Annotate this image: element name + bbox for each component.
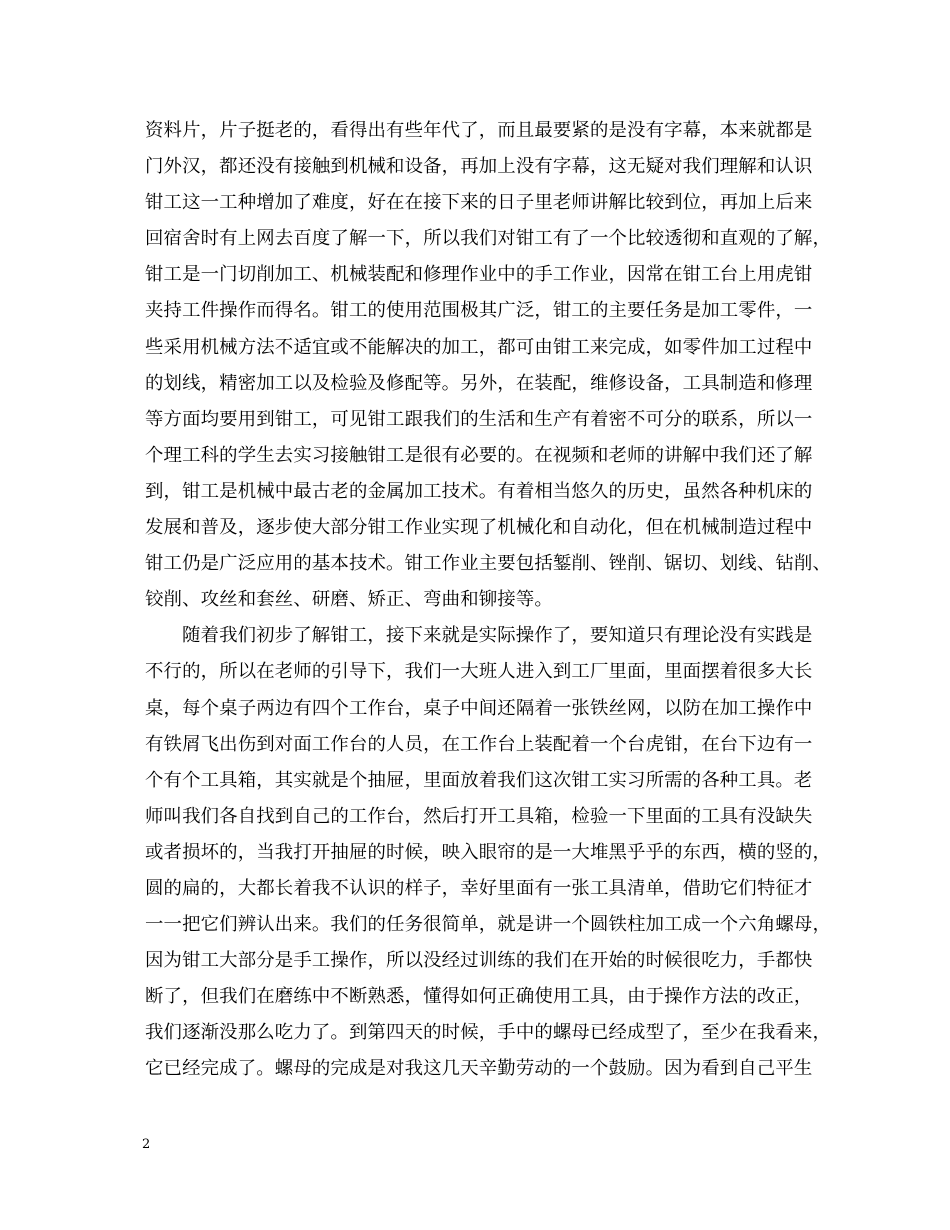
text-line: 等方面均要用到钳工，可见钳工跟我们的生活和生产有着密不可分的联系，所以一 xyxy=(145,408,813,430)
text-line: 资料片，片子挺老的，看得出有些年代了，而且最要紧的是没有字幕，本来就都是 xyxy=(145,120,813,141)
text-line: 门外汉，都还没有接触到机械和设备，再加上没有字幕，这无疑对我们理解和认识 xyxy=(145,156,813,178)
text-line: 它已经完成了。螺母的完成是对我这几天辛勤劳动的一个鼓励。因为看到自己平生 xyxy=(145,1058,813,1080)
body-text xyxy=(145,113,832,1088)
text-line: 不行的，所以在老师的引导下，我们一大班人进入到工厂里面，里面摆着很多大长 xyxy=(145,661,813,683)
text-line: 圆的扁的，大都长着我不认识的样子，幸好里面有一张工具清单，借助它们特征才 xyxy=(145,877,813,899)
text-line: 个理工科的学生去实习接触钳工是很有必要的。在视频和老师的讲解中我们还了解 xyxy=(145,444,813,466)
text-line: 断了，但我们在磨练中不断熟悉，懂得如何正确使用工具，由于操作方法的改正， xyxy=(145,986,813,1008)
text-line: 回宿舍时有上网去百度了解一下，所以我们对钳工有了一个比较透彻和直观的了解， xyxy=(145,228,832,250)
text-line: 钳工是一门切削加工、机械装配和修理作业中的手工作业，因常在钳工台上用虎钳 xyxy=(145,264,813,286)
text-line: 个有个工具箱，其实就是个抽屉，里面放着我们这次钳工实习所需的各种工具。老 xyxy=(145,769,813,791)
text-line: 铰削、攻丝和套丝、研磨、矫正、弯曲和铆接等。 xyxy=(145,589,553,611)
text-line: 的划线，精密加工以及检验及修配等。另外，在装配，维修设备，工具制造和修理 xyxy=(145,372,813,394)
text-line: 桌，每个桌子两边有四个工作台，桌子中间还隔着一张铁丝网，以防在加工操作中 xyxy=(145,697,813,719)
text-line: 发展和普及，逐步使大部分钳工作业实现了机械化和自动化，但在机械制造过程中 xyxy=(145,517,813,539)
text-line: 或者损坏的，当我打开抽屉的时候，映入眼帘的是一大堆黑乎乎的东西，横的竖的， xyxy=(145,841,832,863)
text-line: 钳工仍是广泛应用的基本技术。钳工作业主要包括錾削、锉削、锯切、划线、钻削、 xyxy=(145,553,832,575)
text-line: 有铁屑飞出伤到对面工作台的人员，在工作台上装配着一个台虎钳，在台下边有一 xyxy=(145,733,813,755)
paragraph-first-line: 随着我们初步了解钳工，接下来就是实际操作了，要知道只有理论没有实践是 xyxy=(182,625,813,647)
text-line: 因为钳工大部分是手工操作，所以没经过训练的我们在开始的时候很吃力，手都快 xyxy=(145,950,813,972)
text-line: 钳工这一工种增加了难度，好在在接下来的日子里老师讲解比较到位，再加上后来 xyxy=(145,192,813,214)
text-line: 我们逐渐没那么吃力了。到第四天的时候，手中的螺母已经成型了，至少在我看来， xyxy=(145,1022,832,1044)
text-line: 些采用机械方法不适宜或不能解决的加工，都可由钳工来完成，如零件加工过程中 xyxy=(145,336,813,358)
text-line: 师叫我们各自找到自己的工作台，然后打开工具箱，检验一下里面的工具有没缺失 xyxy=(145,805,813,827)
page-number: 2 xyxy=(142,1137,151,1152)
text-line: 夹持工件操作而得名。钳工的使用范围极其广泛，钳工的主要任务是加工零件，一 xyxy=(145,300,813,322)
text-line: 到，钳工是机械中最古老的金属加工技术。有着相当悠久的历史，虽然各种机床的 xyxy=(145,480,813,502)
text-line: 一一把它们辨认出来。我们的任务很简单，就是讲一个圆铁柱加工成一个六角螺母， xyxy=(145,914,832,936)
